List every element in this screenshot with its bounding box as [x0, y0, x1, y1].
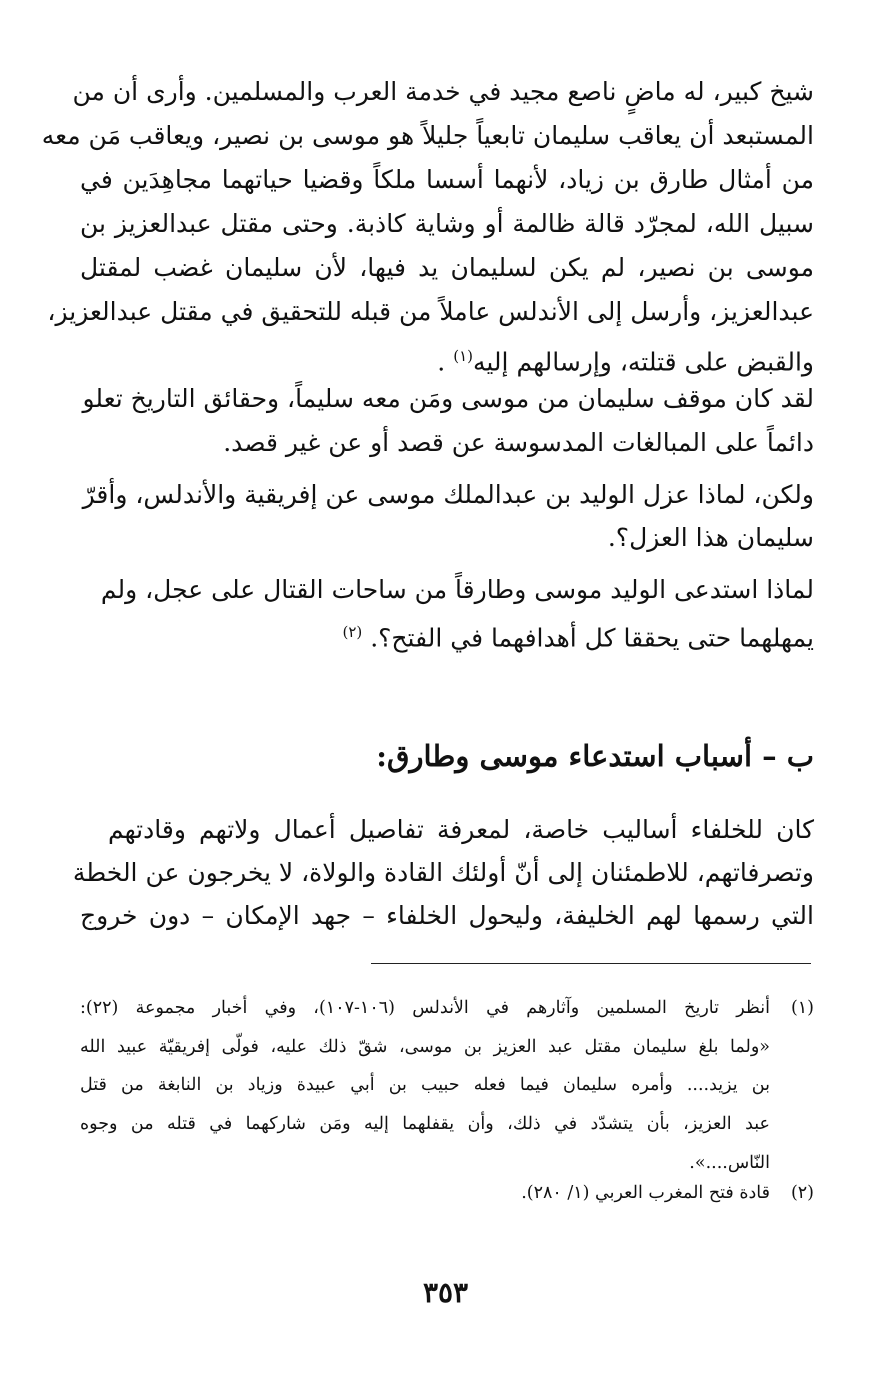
body-line-last [80, 614, 814, 656]
footnote-line: قادة فتح المغرب العربي (١/ ٢٨٠). [521, 1183, 770, 1203]
body-line: ولكن، لماذا عزل الوليد بن عبدالملك موسى عن إفريقية والأندلس، وأقرّ [82, 480, 814, 509]
footnote-number: (١) [790, 998, 814, 1018]
footnote-ref-2: (٢) [342, 623, 363, 641]
page-number: ٣٥٣ [422, 1276, 469, 1309]
section-line: التي رسمها لهم الخليفة، وليحول الخلفاء – جهد الإمكان – دون خروج [80, 901, 814, 930]
footnote-line: بن يزيد.... وأمره سليمان فيما فعله حبيب بن أبي عبيدة وزياد بن النابغة من قتل [80, 1075, 770, 1095]
footnote-ref-1: (١) [453, 347, 473, 365]
footnote-line: عبد العزيز، بأن يتشدّد في ذلك، وأن يقفلهما إليه ومَن شاركهما في قتله من وجوه [80, 1114, 770, 1134]
footnote-line: «ولما بلغ سليمان مقتل عبد العزيز بن موسى، شقّ ذلك عليه، فولّى إفريقيّة عبيد الله [80, 1037, 770, 1057]
body-line: المستبعد أن يعاقب سليمان تابعياً جليلاً هو موسى بن نصير، ويعاقب مَن معه [41, 121, 814, 150]
body-line-tail: . [437, 347, 446, 377]
footnote-line: النّاس....». [689, 1153, 770, 1173]
body-line: شيخ كبير، له ماضٍ ناصع مجيد في خدمة العرب والمسلمين. وأرى أن من [72, 77, 814, 106]
section-heading: ب – أسباب استدعاء موسى وطارق: [376, 739, 814, 773]
body-line: دائماً على المبالغات المدسوسة عن قصد أو عن غير قصد. [223, 428, 814, 457]
footnote-line: أنظر تاريخ المسلمين وآثارهم في الأندلس (١٠٦-١٠٧)، وفي أخبار مجموعة (٢٢): [80, 998, 770, 1018]
body-line: عبدالعزيز، وأرسل إلى الأندلس عاملاً من قبله للتحقيق في مقتل عبدالعزيز، [47, 297, 814, 326]
body-line-text: والقبض على قتلته، وإرسالهم إليه [472, 347, 814, 377]
body-line: سبيل الله، لمجرّد قالة ظالمة أو وشاية كاذبة. وحتى مقتل عبدالعزيز بن [80, 209, 814, 238]
body-line: سليمان هذا العزل؟. [607, 523, 814, 552]
body-line-text: يمهلهما حتى يحققا كل أهدافهما في الفتح؟. [370, 623, 814, 653]
body-line: موسى بن نصير، لم يكن لسليمان يد فيها، لأن سليمان غضب لمقتل [80, 253, 814, 282]
footnote-separator [371, 963, 811, 964]
body-line: من أمثال طارق بن زياد، لأنهما أسسا ملكاً وقضيا حياتهما مجاهِدَين في [80, 165, 814, 194]
section-line: كان للخلفاء أساليب خاصة، لمعرفة تفاصيل أعمال ولاتهم وقادتهم [108, 815, 814, 844]
section-line: وتصرفاتهم، للاطمئنان إلى أنّ أولئك القادة والولاة، لا يخرجون عن الخطة [72, 858, 814, 887]
footnote-number: (٢) [790, 1183, 814, 1203]
body-line: لماذا استدعى الوليد موسى وطارقاً من ساحات القتال على عجل، ولم [100, 575, 814, 604]
body-line: لقد كان موقف سليمان من موسى ومَن معه سليماً، وحقائق التاريخ تعلو [82, 384, 814, 413]
body-line-last [80, 338, 814, 380]
